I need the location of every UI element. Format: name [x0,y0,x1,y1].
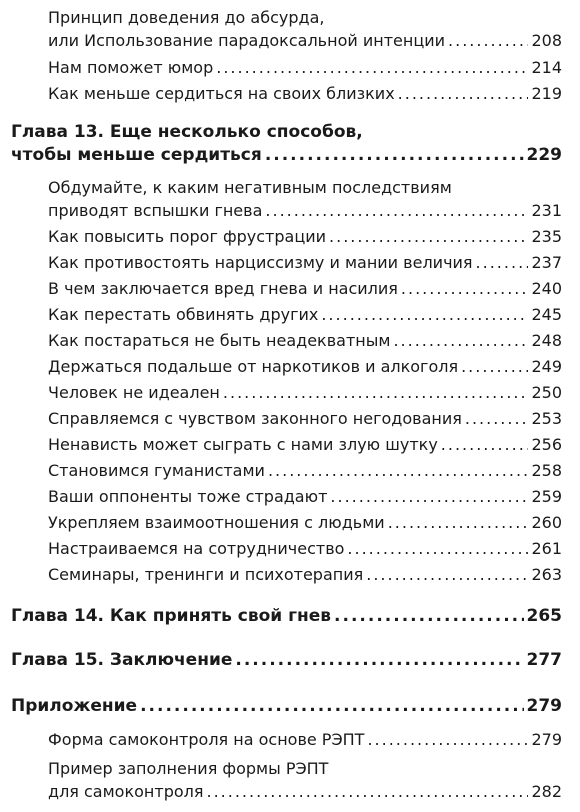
toc-entry-title: Форма самоконтроля на основе РЭПТ [48,730,365,749]
toc-entry-title: Становимся гуманистами [48,461,265,480]
toc-entry[interactable] [48,383,562,402]
dot-leader [441,435,529,454]
toc-entry-title: приводят вспышки гнева [48,201,263,220]
toc-entry[interactable] [48,513,562,532]
toc-entry[interactable] [48,58,562,77]
toc-entry-title: Принцип доведения до абсурда, [48,8,325,27]
toc-entry-title: Держаться подальше от наркотиков и алкоголя [48,357,459,376]
toc-entry-title: для самоконтроля [48,782,204,801]
toc-chapter-entry[interactable] [11,119,562,165]
toc-entry[interactable] [48,435,562,454]
toc-page-number: 248 [531,331,562,350]
dot-leader [235,650,523,670]
toc-page-number: 260 [531,513,562,532]
toc-entry-title: Как меньше сердиться на своих близких [48,84,395,103]
dot-leader [398,84,529,103]
toc-entry-title: Пример заполнения формы РЭПТ [48,759,329,778]
dot-leader [465,409,529,428]
dot-leader [216,58,528,77]
toc-page-number: 279 [531,730,562,749]
dot-leader [334,606,523,626]
toc-entry-title: Как повысить порог фрустрации [48,227,327,246]
toc-entry-title: Семинары, тренинги и психотерапия [48,565,364,584]
toc-entry[interactable] [48,565,562,584]
toc-entry-title: Как перестать обвинять других [48,305,319,324]
toc-entry[interactable] [48,279,562,298]
toc-page-number: 214 [531,58,562,77]
dot-leader [265,201,528,220]
dot-leader [140,696,523,716]
toc-page-number: 249 [531,357,562,376]
toc-entry[interactable] [48,357,562,376]
toc-entry-title: В чем заключается вред гнева и насилия [48,279,398,298]
toc-entry[interactable] [48,227,562,246]
toc-entry[interactable] [48,175,562,220]
toc-page-number: 259 [531,487,562,506]
toc-entry-title: Ненависть может сыграть с нами злую шутку [48,435,438,454]
toc-chapter-entry[interactable] [11,650,562,670]
toc-entry[interactable] [48,5,562,50]
toc-page-number: 240 [531,279,562,298]
toc-entry[interactable] [48,84,562,103]
dot-leader [401,279,529,298]
toc-page-number: 250 [531,383,562,402]
toc-chapter-entry[interactable] [11,606,562,626]
toc-page-number: 245 [531,305,562,324]
toc-page-number: 231 [531,201,562,220]
dot-leader [265,145,524,165]
toc-chapter-title: Глава 13. Еще несколько способов, [11,122,363,142]
toc-entry[interactable] [48,253,562,272]
toc-page-number: 263 [531,565,562,584]
toc-entry-title: Укрепляем взаимоотношения с людьми [48,513,385,532]
dot-leader [448,31,528,50]
toc-chapter-title: Глава 15. Заключение [11,650,233,670]
dot-leader [347,539,528,558]
toc-page-number: 261 [531,539,562,558]
toc-page-number: 279 [526,696,562,716]
toc-page-number: 256 [531,435,562,454]
toc-chapter-title: Глава 14. Как принять свой гнев [11,606,332,626]
toc-entry-title: или Использование парадоксальной интенции [48,31,446,50]
toc-entry-title: Справляемся с чувством законного негодования [48,409,462,428]
dot-leader [207,782,529,801]
toc-entry[interactable] [48,331,562,350]
toc-entry[interactable] [48,409,562,428]
toc-entry[interactable] [48,730,562,749]
toc-entry-title: Как противостоять нарциссизму и мании величия [48,253,473,272]
toc-page-number: 219 [531,84,562,103]
toc-entry[interactable] [48,539,562,558]
dot-leader [367,730,528,749]
dot-leader [329,227,528,246]
toc-entry-title: Ваши оппоненты тоже страдают [48,487,328,506]
toc-entry[interactable] [48,305,562,324]
toc-page-number: 237 [531,253,562,272]
toc-entry-title: Как постараться не быть неадекватным [48,331,391,350]
toc-page-number: 208 [531,31,562,50]
toc-chapter-title: чтобы меньше сердиться [11,145,262,165]
toc-chapter-entry[interactable] [11,696,562,716]
toc-page-number: 265 [526,606,562,626]
toc-page-number: 235 [531,227,562,246]
toc-entry-title: Человек не идеален [48,383,220,402]
dot-leader [223,383,529,402]
toc-entry[interactable] [48,487,562,506]
toc-entry-title: Нам поможет юмор [48,58,214,77]
toc-page-number: 258 [531,461,562,480]
toc-chapter-title: Приложение [11,696,138,716]
toc-page-number: 277 [526,650,562,670]
toc-page-number: 253 [531,409,562,428]
dot-leader [393,331,528,350]
dot-leader [476,253,529,272]
toc-entry[interactable] [48,756,562,801]
dot-leader [268,461,529,480]
toc-entry-title: Настраиваемся на сотрудничество [48,539,345,558]
toc-entry[interactable] [48,461,562,480]
toc-page-number: 282 [531,782,562,801]
dot-leader [388,513,529,532]
dot-leader [321,305,528,324]
toc-page-number: 229 [526,145,562,165]
dot-leader [461,357,528,376]
dot-leader [366,565,528,584]
dot-leader [330,487,528,506]
toc-entry-title: Обдумайте, к каким негативным последствиям [48,178,452,197]
